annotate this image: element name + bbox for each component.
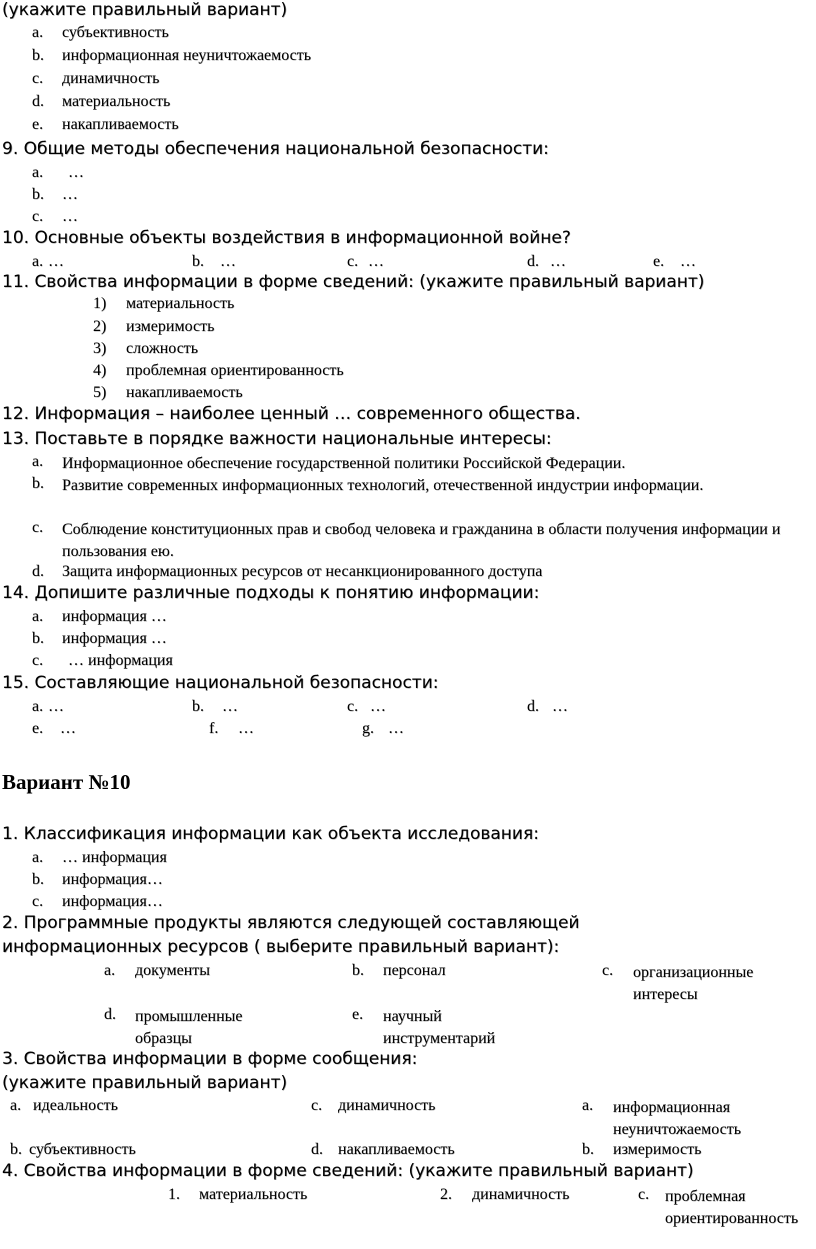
variant-question-3-title-cont: (укажите правильный вариант) xyxy=(2,1073,288,1093)
option-text: персонал xyxy=(383,962,446,979)
option-text: … xyxy=(62,208,78,225)
option-label: c. xyxy=(32,70,44,87)
option-text: промышленные образцы xyxy=(135,1008,243,1047)
option-text: проблемная ориентированность xyxy=(126,362,344,379)
option-label: b. xyxy=(32,630,44,647)
option-text: информация… xyxy=(62,871,163,888)
option-text: документы xyxy=(135,962,211,979)
variant-question-4-title: 4. Свойства информации в форме сведений: (укажите правильный вариант) xyxy=(2,1161,694,1181)
question-15-title: 15. Составляющие национальной безопасности: xyxy=(2,673,439,693)
option-text: динамичность xyxy=(62,70,160,87)
option-text: динамичность xyxy=(338,1097,436,1114)
option-text: субъективность xyxy=(62,24,169,41)
option-label: 1. xyxy=(168,1186,180,1203)
option-text: сложность xyxy=(126,340,199,357)
option-label: b. xyxy=(32,186,44,203)
option-text: организационные интересы xyxy=(633,964,754,1003)
option-text: Защита информационных ресурсов от несанкционированного доступа xyxy=(62,563,543,580)
option-label: f. xyxy=(209,720,219,737)
option-text: … xyxy=(238,720,254,737)
option-label: a. xyxy=(32,24,44,41)
option-label: c. xyxy=(347,698,359,715)
option-text: … xyxy=(388,720,404,737)
variant-question-3-title: 3. Свойства информации в форме сообщения: xyxy=(2,1049,418,1069)
option-text: … xyxy=(220,253,236,270)
question-tail: (укажите правильный вариант) xyxy=(2,0,288,20)
option-label: d. xyxy=(311,1141,323,1158)
question-9-title: 9. Общие методы обеспечения национальной безопасности: xyxy=(2,139,549,159)
question-12-title: 12. Информация – наиболее ценный … современного общества. xyxy=(2,404,581,424)
option-text: … xyxy=(222,698,238,715)
option-text: накапливаемость xyxy=(62,116,179,133)
option-label: d. xyxy=(527,253,539,270)
option-text: проблемная ориентированность xyxy=(665,1188,799,1227)
option-label: a. xyxy=(32,164,44,181)
option-label: a. xyxy=(32,253,44,270)
option-label: b. xyxy=(192,698,204,715)
option-text: … информация xyxy=(62,849,167,866)
option-label: b. xyxy=(32,475,44,492)
option-text: Соблюдение конституционных прав и свобод человека и гражданина в области получения информации и пользования ею. xyxy=(62,521,781,560)
option-label: 1) xyxy=(93,295,107,312)
variant-question-2-title-cont: информационных ресурсов ( выберите правильный вариант): xyxy=(2,937,560,957)
option-label: a. xyxy=(32,608,44,625)
option-label: c. xyxy=(32,893,44,910)
option-label: e. xyxy=(352,1006,364,1023)
option-text: накапливаемость xyxy=(126,384,243,401)
option-label: b. xyxy=(582,1141,594,1158)
option-text: … информация xyxy=(68,652,173,669)
option-label: d. xyxy=(32,563,44,580)
question-10-title: 10. Основные объекты воздействия в информационной войне? xyxy=(2,228,571,248)
option-label: c. xyxy=(32,652,44,669)
question-14-title: 14. Допишите различные подходы к понятию информации: xyxy=(2,583,540,603)
option-text: информационная неуничтожаемость xyxy=(62,47,312,64)
option-label: b. xyxy=(32,47,44,64)
option-label: a. xyxy=(32,453,44,470)
option-text: накапливаемость xyxy=(338,1141,455,1158)
option-label: g. xyxy=(362,720,374,737)
option-text: научный инструментарий xyxy=(383,1008,496,1047)
option-text: идеальность xyxy=(33,1097,118,1114)
variant-heading: Вариант №10 xyxy=(2,770,131,794)
option-text: … xyxy=(370,698,386,715)
option-label: c. xyxy=(32,519,44,536)
option-text: … xyxy=(48,253,64,270)
option-text: информация … xyxy=(62,608,167,625)
option-label: c. xyxy=(32,208,44,225)
option-label: d. xyxy=(104,1006,116,1023)
option-text: Развитие современных информационных технологий, отечественной индустрии информации. xyxy=(62,477,704,494)
option-text: субъективность xyxy=(29,1141,136,1158)
option-label: c. xyxy=(638,1186,650,1203)
option-label: b. xyxy=(10,1141,22,1158)
option-label: 3) xyxy=(93,340,107,357)
option-label: c. xyxy=(347,253,359,270)
variant-question-2-title: 2. Программные продукты являются следующей составляющей xyxy=(2,913,580,933)
option-label: d. xyxy=(527,698,539,715)
option-label: 5) xyxy=(93,384,107,401)
option-text: … xyxy=(368,253,384,270)
option-label: 2. xyxy=(440,1186,452,1203)
option-text: … xyxy=(68,164,84,181)
option-label: a. xyxy=(32,849,44,866)
option-label: a. xyxy=(32,698,44,715)
option-text: … xyxy=(680,253,696,270)
option-text: … xyxy=(48,698,64,715)
option-text: материальность xyxy=(199,1186,308,1203)
option-text: материальность xyxy=(126,295,235,312)
option-text: материальность xyxy=(62,93,171,110)
option-label: c. xyxy=(311,1097,323,1114)
option-text: динамичность xyxy=(472,1186,570,1203)
option-label: b. xyxy=(192,253,204,270)
option-label: e. xyxy=(653,253,665,270)
option-label: e. xyxy=(32,116,44,133)
question-11-title: 11. Свойства информации в форме сведений: (укажите правильный вариант) xyxy=(2,272,705,292)
option-text: … xyxy=(550,253,566,270)
option-label: b. xyxy=(32,871,44,888)
question-13-title: 13. Поставьте в порядке важности национальные интересы: xyxy=(2,429,552,449)
option-text: измеримость xyxy=(126,318,215,335)
option-label: e. xyxy=(32,720,44,737)
option-label: 4) xyxy=(93,362,107,379)
option-label: a. xyxy=(10,1097,22,1114)
option-label: a. xyxy=(582,1097,594,1114)
option-text: … xyxy=(60,720,76,737)
option-label: b. xyxy=(352,962,364,979)
option-text: … xyxy=(62,186,78,203)
option-label: c. xyxy=(602,962,614,979)
option-text: … xyxy=(552,698,568,715)
variant-question-1-title: 1. Классификация информации как объекта исследования: xyxy=(2,824,539,844)
option-label: d. xyxy=(32,93,44,110)
option-label: a. xyxy=(104,962,116,979)
option-text: Информационное обеспечение государственной политики Российской Федерации. xyxy=(62,455,626,472)
option-text: измеримость xyxy=(613,1141,702,1158)
option-text: информация … xyxy=(62,630,167,647)
option-text: информация… xyxy=(62,893,163,910)
option-label: 2) xyxy=(93,318,107,335)
option-text: информационная неуничтожаемость xyxy=(613,1099,741,1138)
